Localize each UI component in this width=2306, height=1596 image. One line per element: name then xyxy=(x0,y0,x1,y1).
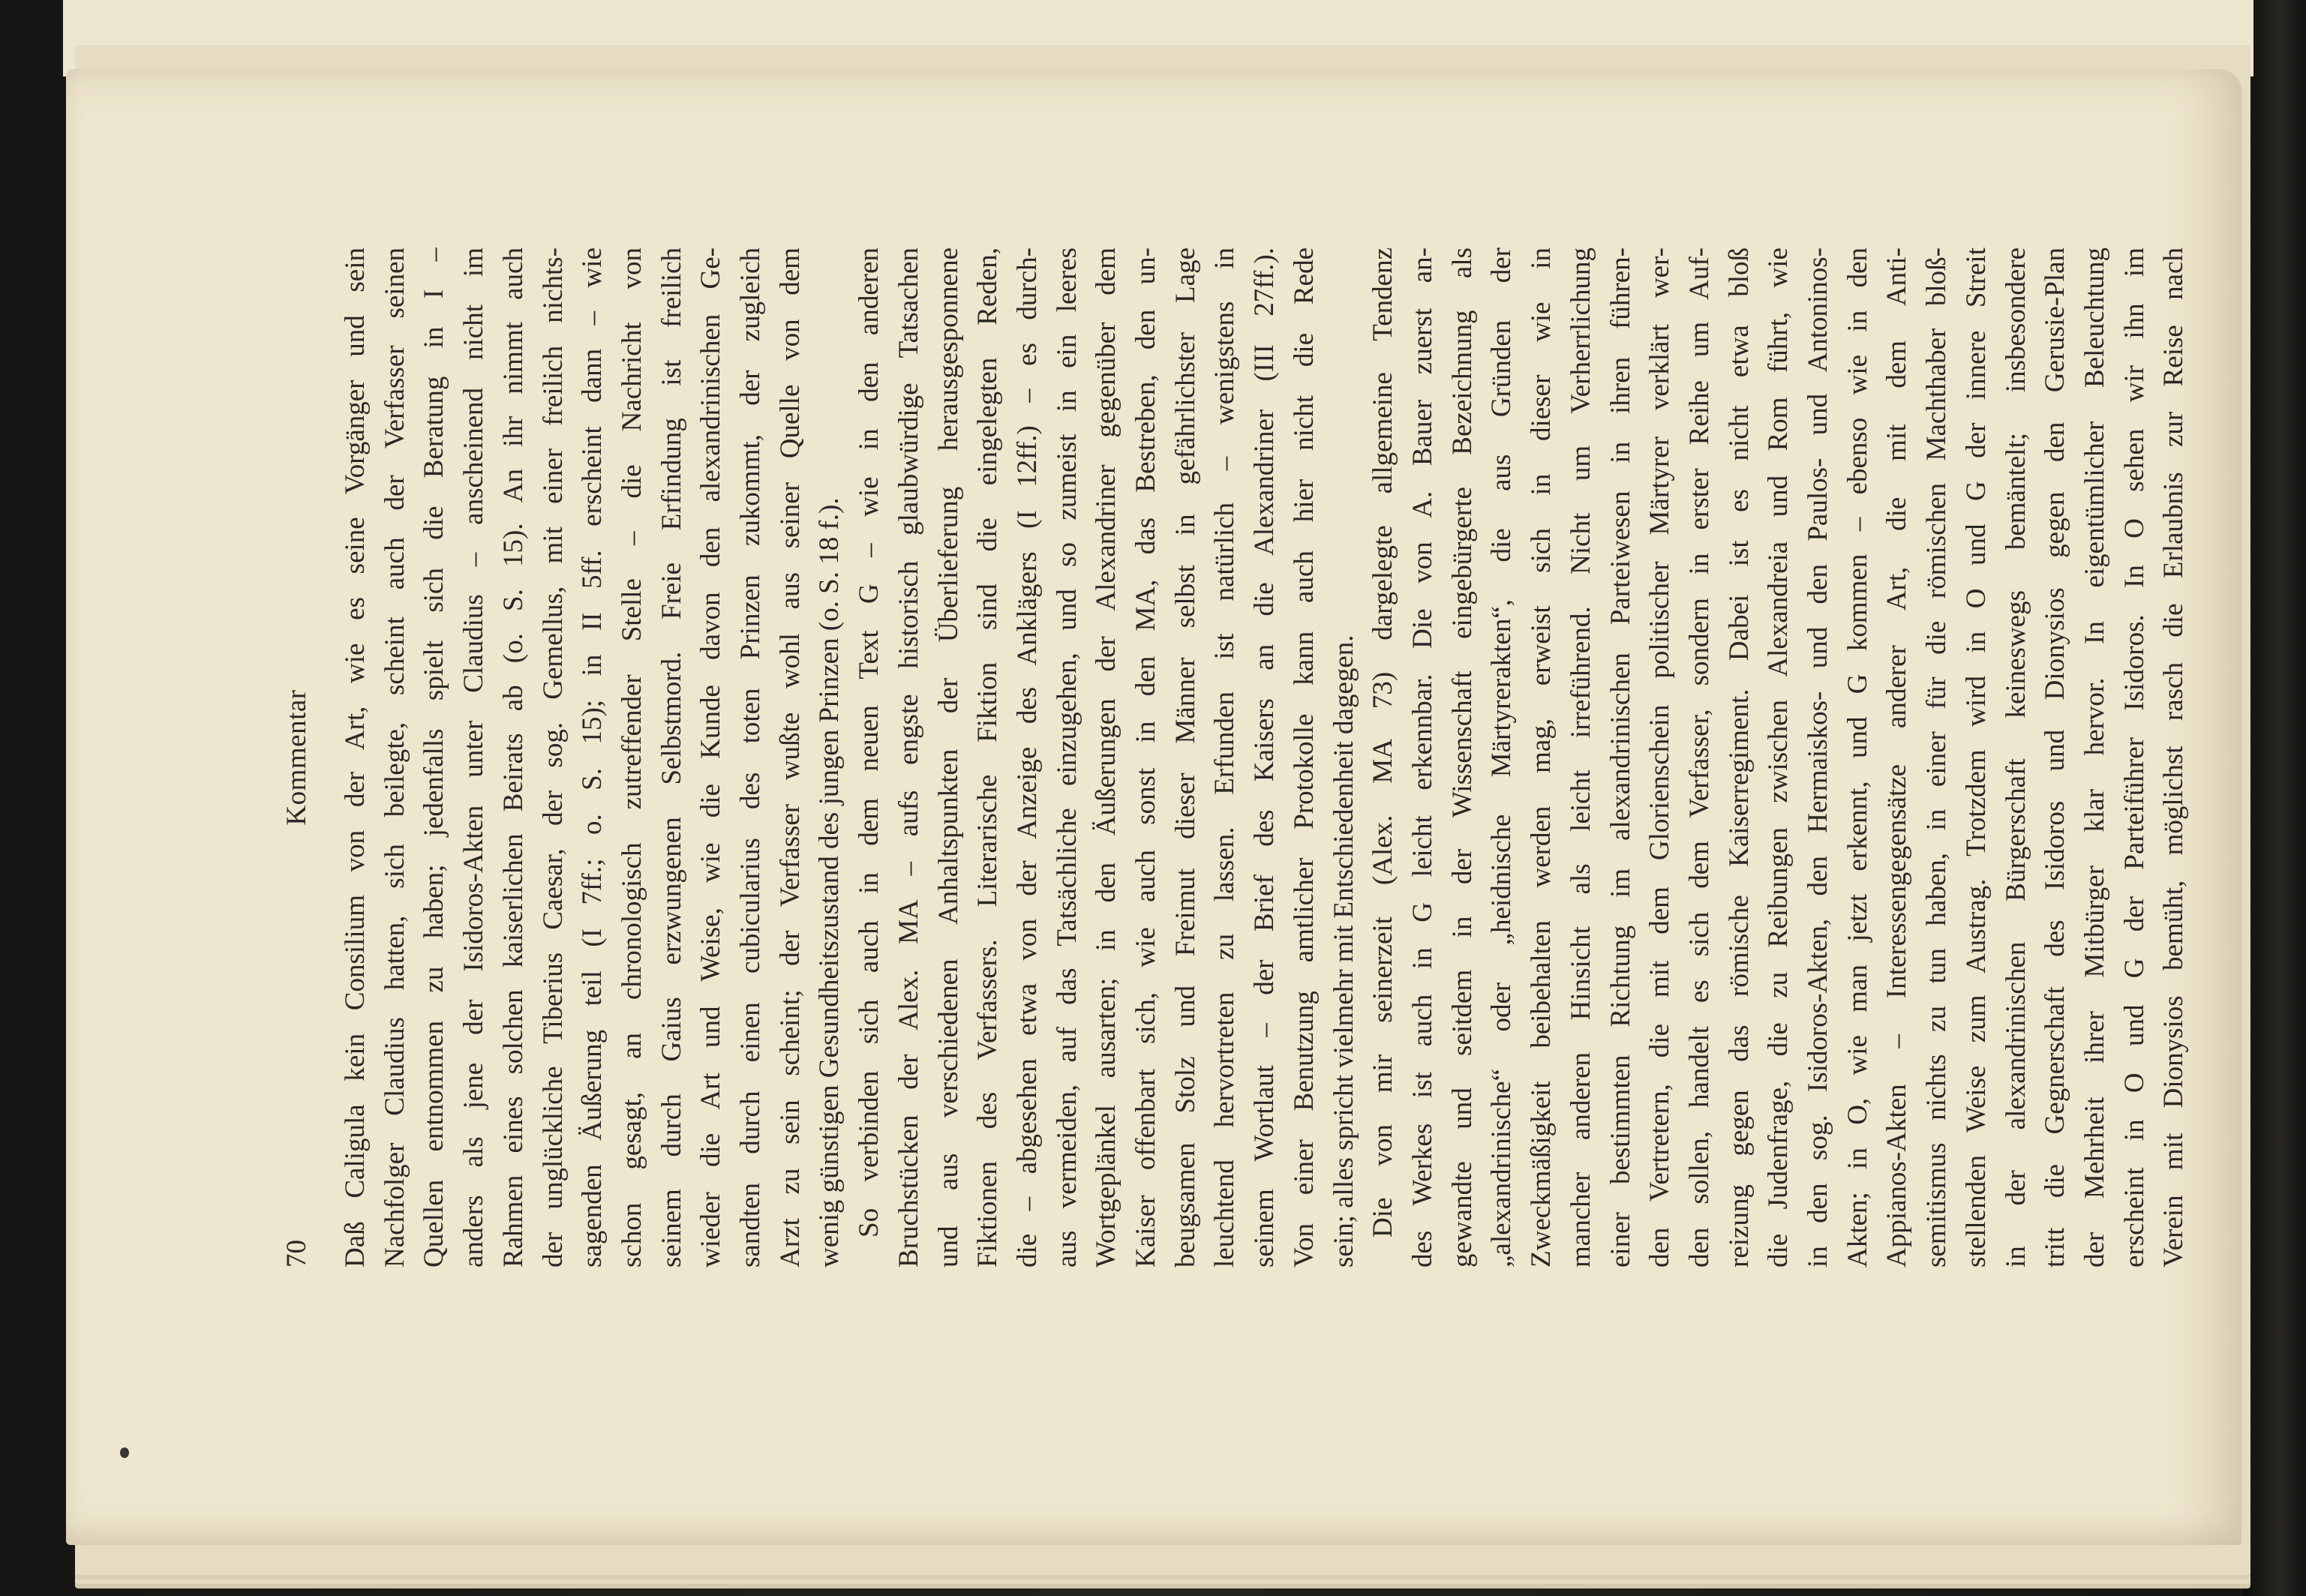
text-line: wieder die Art und Weise, wie die Kunde davon den alexandrinischen Ge- xyxy=(695,248,727,1268)
text-line: schon gesagt, an chronologisch zutreffender Stelle – die Nachricht von xyxy=(616,248,647,1268)
text-line: Zweckmäßigkeit beibehalten werden mag, erweist sich in dieser wie in xyxy=(1526,248,1557,1268)
text-line: der unglückliche Tiberius Caesar, der sog. Gemellus, mit einer freilich nichts- xyxy=(537,248,569,1268)
text-line: Nachfolger Claudius hatten, sich beilegte, scheint auch der Verfasser seinen xyxy=(379,248,410,1268)
text-line: der Mehrheit ihrer Mitbürger klar hervor. In eigentümlicher Beleuchtung xyxy=(2079,248,2110,1268)
book-binding xyxy=(2243,0,2306,1596)
text-line: Verein mit Dionysios bemüht, möglichst rasch die Erlaubnis zur Reise nach xyxy=(2158,248,2190,1268)
page-header xyxy=(278,248,317,1268)
text-line: leuchtend hervortreten zu lassen. Erfunden ist natürlich – wenigstens in xyxy=(1209,248,1241,1268)
text-line: in der alexandrinischen Bürgerschaft keineswegs bemäntelt; insbesondere xyxy=(2000,248,2031,1268)
text-line: stellenden Weise zum Austrag. Trotzdem wird in O und G der innere Streit xyxy=(1960,248,1992,1268)
page-number: 70 xyxy=(281,1240,312,1268)
text-line: Daß Caligula kein Consilium von der Art, wie es seine Vorgänger und sein xyxy=(340,248,371,1268)
text-line: erscheint in O und G der Parteiführer Isidoros. In O sehen wir ihn im xyxy=(2118,248,2150,1268)
text-line: und aus verschiedenen Anhaltspunkten der Überlieferung herausgesponnene xyxy=(932,248,964,1268)
text-line: Bruchstücken der Alex. MA – aufs engste historisch glaubwürdige Tatsachen xyxy=(893,248,924,1268)
body-text xyxy=(336,248,2194,1268)
text-line: Arzt zu sein scheint; der Verfasser wußte wohl aus seiner Quelle von dem xyxy=(774,248,806,1268)
text-line: sandten durch einen cubicularius des toten Prinzen zukommt, der zugleich xyxy=(735,248,767,1268)
text-line: Rahmen eines solchen kaiserlichen Beirats ab (o. S. 15). An ihr nimmt auch xyxy=(497,248,529,1268)
text-line: Quellen entnommen zu haben; jedenfalls spielt sich die Beratung in I – xyxy=(419,248,450,1268)
text-line: einer bestimmten Richtung im alexandrinischen Parteiwesen in ihren führen- xyxy=(1605,248,1636,1268)
text-line: „alexandrinische“ oder „heidnische Märtyrerakten“, die aus Gründen der xyxy=(1486,248,1518,1268)
page-blemish xyxy=(120,1448,129,1458)
text-line: in den sog. Isidoros-Akten, den Hermaiskos- und den Paulos- und Antoninos- xyxy=(1803,248,1834,1268)
text-line: So verbinden sich auch in dem neuen Text G – wie in den anderen xyxy=(854,248,885,1238)
text-line: tritt die Gegnerschaft des Isidoros und Dionysios gegen den Gerusie-Plan xyxy=(2040,248,2071,1268)
text-line: Kaiser offenbart sich, wie auch sonst in den MA, das Bestreben, den un- xyxy=(1130,248,1162,1268)
text-line: reizung gegen das römische Kaiserregiment. Dabei ist es nicht etwa bloß xyxy=(1723,248,1755,1268)
text-line: den sollen, handelt es sich dem Verfasser, sondern in erster Reihe um Auf- xyxy=(1683,248,1715,1268)
text-line: beugsamen Stolz und Freimut dieser Männer selbst in gefährlichster Lage xyxy=(1170,248,1201,1268)
text-line: seinem durch Gaius erzwungenen Selbstmord. Freie Erfindung ist freilich xyxy=(656,248,687,1268)
text-line: Fiktionen des Verfassers. Literarische Fiktion sind die eingelegten Reden, xyxy=(972,248,1004,1268)
text-line: die Judenfrage, die zu Reibungen zwischen Alexandreia und Rom führt, wie xyxy=(1763,248,1794,1268)
running-title: Kommentar xyxy=(281,689,312,826)
text-line: mancher anderen Hinsicht als leicht irreführend. Nicht um Verherrlichung xyxy=(1565,248,1596,1268)
text-line: sagenden Äußerung teil (I 7ff.; o. S. 15); in II 5ff. erscheint dann – wie xyxy=(577,248,608,1268)
text-line: aus vermeiden, auf das Tatsächliche einzugehen, und so zumeist in ein leeres xyxy=(1051,248,1082,1268)
text-line: Von einer Benutzung amtlicher Protokolle kann auch hier nicht die Rede xyxy=(1288,248,1320,1268)
text-line: Die von mir seinerzeit (Alex. MA 73) dargelegte allgemeine Tendenz xyxy=(1368,248,1399,1238)
text-line: anders als jene der Isidoros-Akten unter Claudius – anscheinend nicht im xyxy=(458,248,490,1268)
text-line: die – abgesehen etwa von der Anzeige des Anklägers (I 12ff.) – es durch- xyxy=(1011,248,1043,1268)
text-line: Akten; in O, wie man jetzt erkennt, und G kommen – ebenso wie in den xyxy=(1842,248,1873,1268)
text-line: Appianos-Akten – Interessengegensätze anderer Art, die mit dem Anti- xyxy=(1881,248,1913,1268)
rotated-text-block xyxy=(278,248,2190,1268)
text-line: Wortgeplänkel ausarten; in den Äußerungen der Alexandriner gegenüber dem xyxy=(1091,248,1122,1268)
text-line: den Vertretern, die mit dem Glorienschein politischer Märtyrer verklärt wer- xyxy=(1644,248,1676,1268)
text-line: gewandte und seitdem in der Wissenschaft eingebürgerte Bezeichnung als xyxy=(1446,248,1478,1268)
text-line: wenig günstigen Gesundheitszustand des jungen Prinzen (o. S. 18 f.). xyxy=(814,497,845,1268)
text-line: des Werkes ist auch in G leicht erkennbar. Die von A. Bauer zuerst an- xyxy=(1407,248,1438,1268)
text-line: sein; alles spricht vielmehr mit Entschiedenheit dagegen. xyxy=(1328,634,1359,1268)
text-line: semitismus nichts zu tun haben, in einer für die römischen Machthaber bloß- xyxy=(1921,248,1953,1268)
text-line: seinem Wortlaut – der Brief des Kaisers an die Alexandriner (III 27ff.). xyxy=(1249,248,1281,1268)
